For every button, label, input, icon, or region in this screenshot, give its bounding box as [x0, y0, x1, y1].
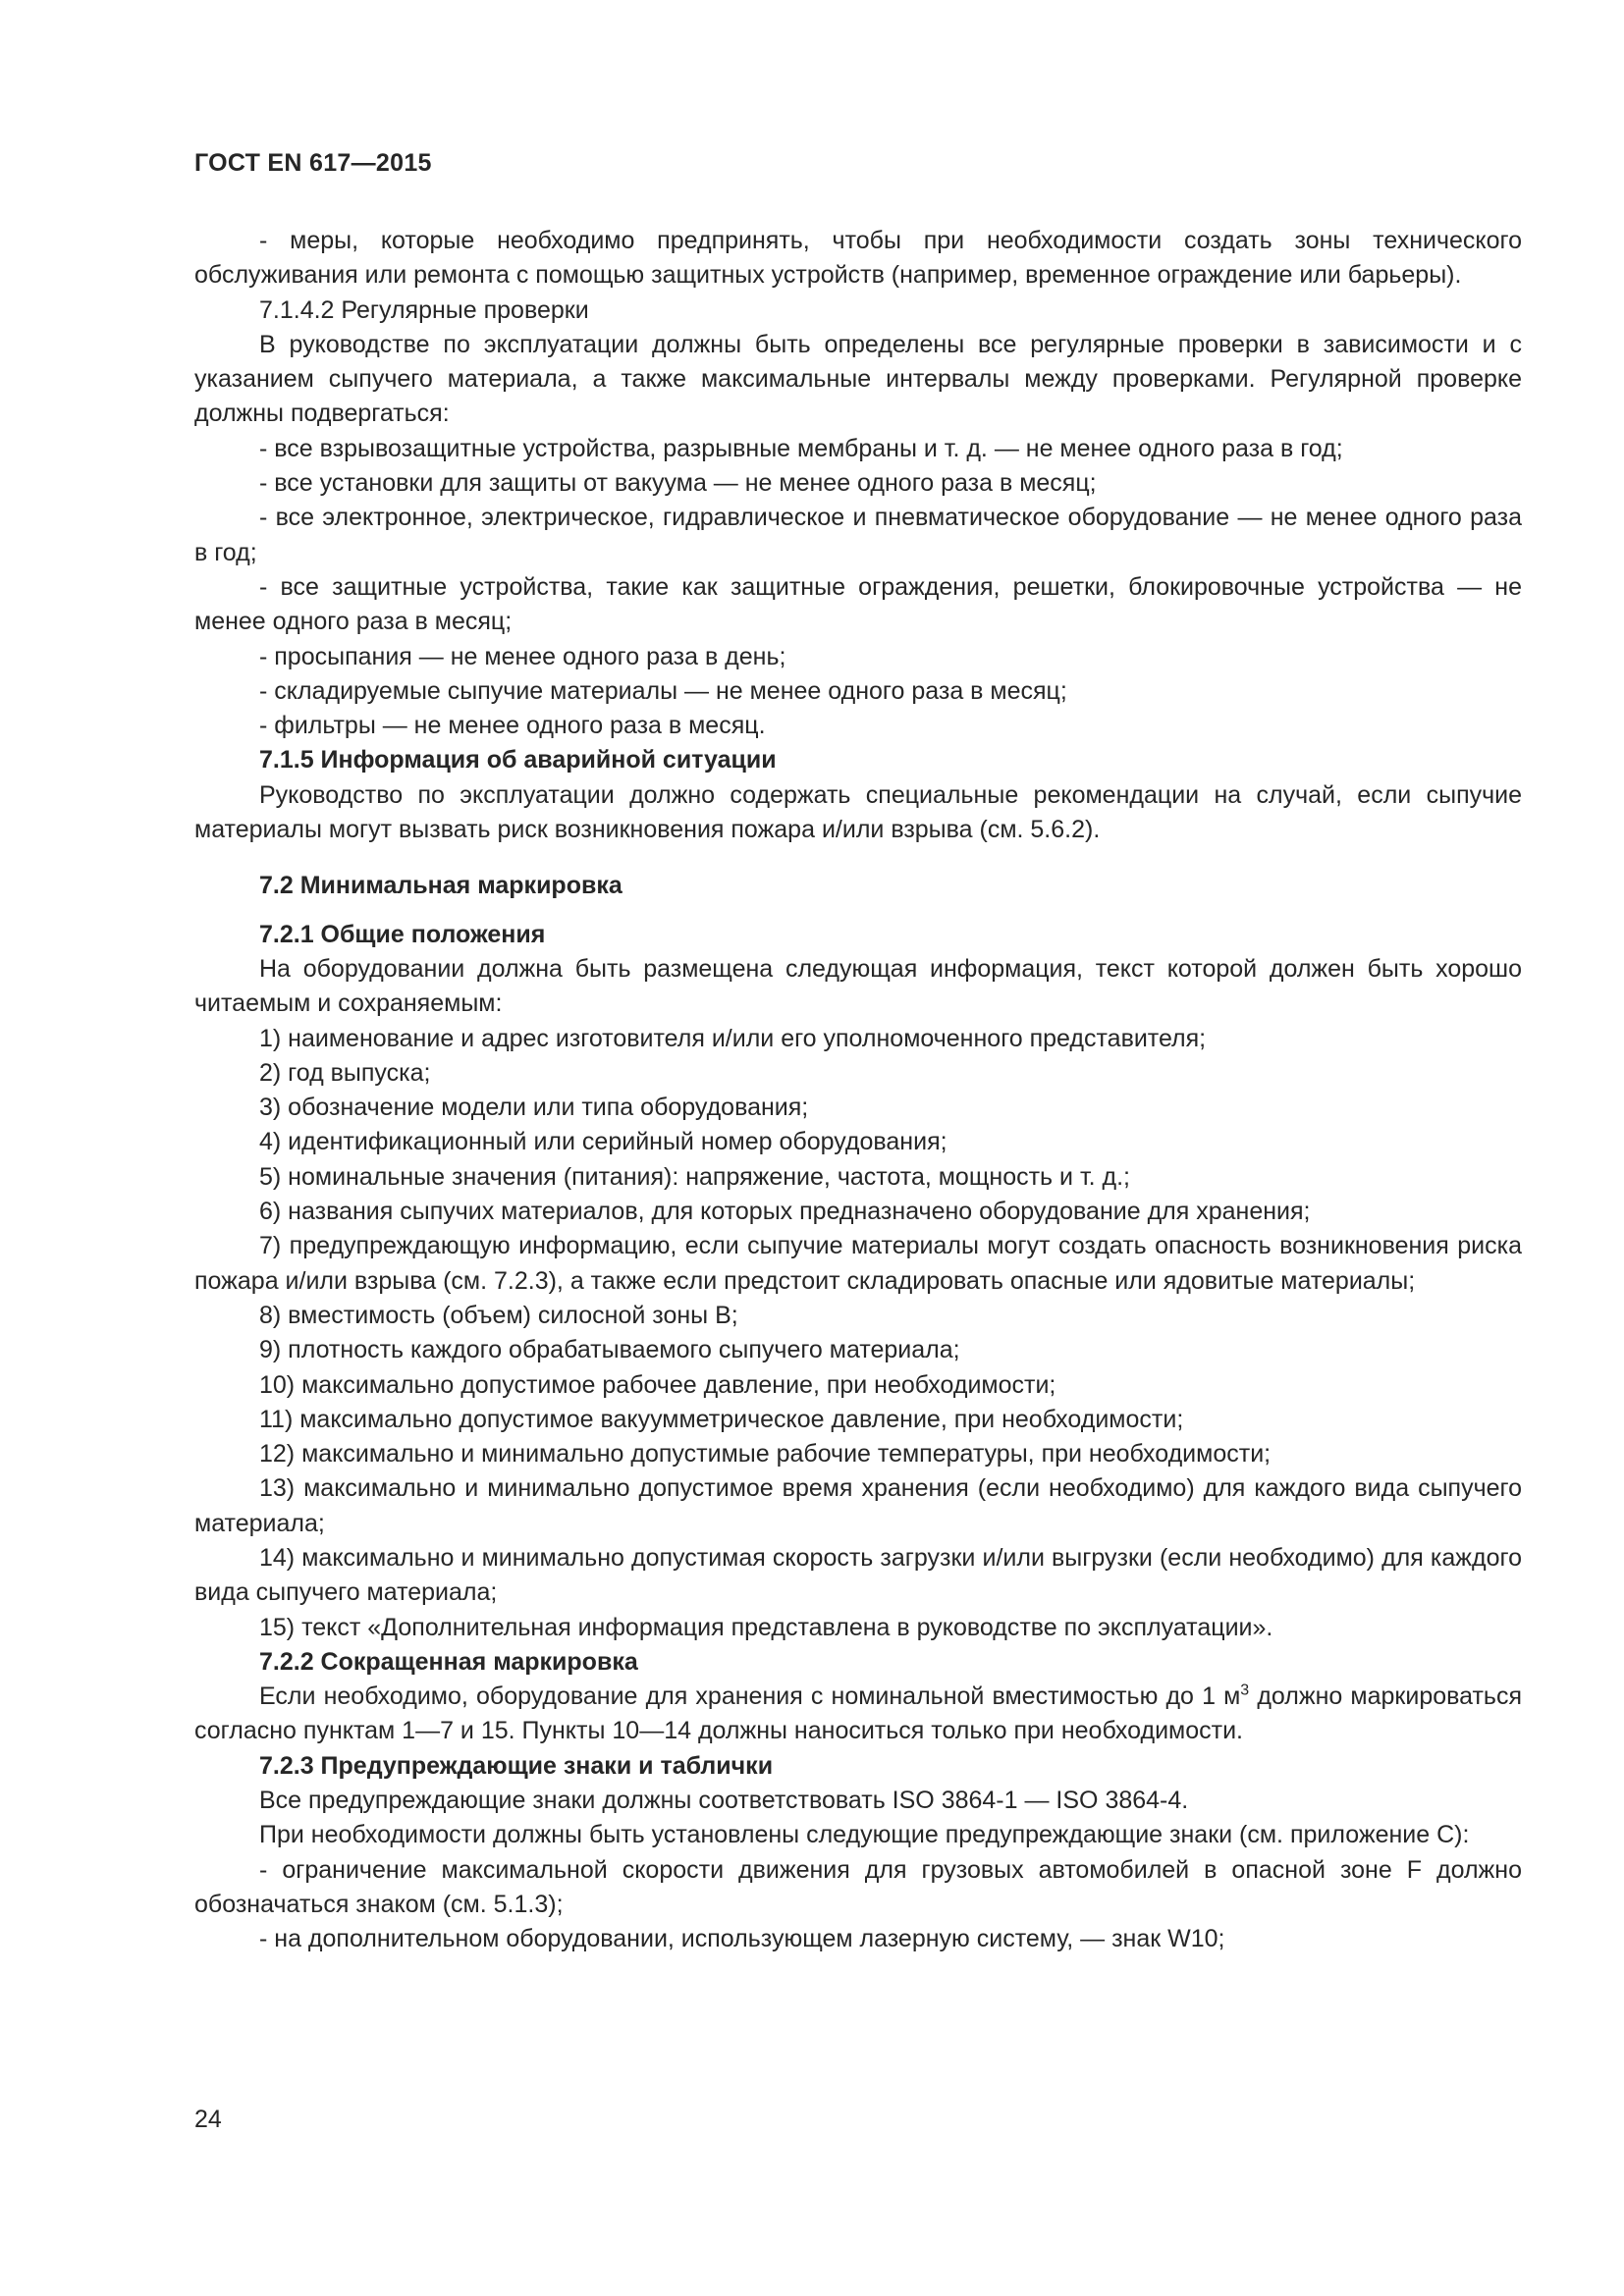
list-item: - все защитные устройства, такие как защитные ограждения, решетки, блокировочные устройства — не менее одного раза в месяц; — [194, 572, 1522, 636]
list-item: 11) максимально допустимое вакуумметрическое давление, при необходимости; — [259, 1405, 1184, 1433]
list-item: - просыпания — не менее одного раза в день; — [259, 642, 786, 670]
paragraph-reduced-marking — [194, 1680, 1522, 1749]
list-item: - все установки для защиты от вакуума — не менее одного раза в месяц; — [259, 469, 1097, 498]
paragraph: В руководстве по эксплуатации должны быть определены все регулярные проверки в зависимости и с указанием сыпучего материала, а также максимальные интервалы между проверками. Регулярной проверке должны подвергаться: — [194, 330, 1522, 428]
paragraph: На оборудовании должна быть размещена следующая информация, текст которой должен быть хорошо читаемым и сохраняемым: — [194, 954, 1522, 1018]
list-item: 7) предупреждающую информацию, если сыпучие материалы могут создать опасность возникновения риска пожара и/или взрыва (см. 7.2.3), а также если предстоит складировать опасные или ядовитые материалы; — [194, 1232, 1522, 1295]
list-item: - все электронное, электрическое, гидравлическое и пневматическое оборудование — не менее одного раза в год; — [194, 504, 1522, 566]
list-item: - фильтры — не менее одного раза в месяц. — [259, 712, 766, 740]
section-heading-7-2-2: 7.2.2 Сокращенная маркировка — [259, 1647, 638, 1676]
section-heading-7-1-5: 7.1.5 Информация об аварийной ситуации — [259, 746, 777, 774]
section-heading-7-2: 7.2 Минимальная маркировка — [259, 872, 623, 900]
list-item: 8) вместимость (объем) силосной зоны В; — [259, 1301, 738, 1329]
list-item: - ограничение максимальной скорости движения для грузовых автомобилей в опасной зоне F должно обозначаться знаком (см. 5.1.3); — [194, 1855, 1522, 1918]
list-item: 10) максимально допустимое рабочее давление, при необходимости; — [259, 1370, 1056, 1399]
list-item: 12) максимально и минимально допустимые рабочие температуры, при необходимости; — [259, 1440, 1272, 1468]
list-item: - складируемые сыпучие материалы — не менее одного раза в месяц; — [259, 676, 1067, 705]
list-item: 9) плотность каждого обрабатываемого сыпучего материала; — [259, 1336, 960, 1364]
list-item: 15) текст «Дополнительная информация представлена в руководстве по эксплуатации». — [259, 1613, 1273, 1641]
page-number: 24 — [194, 2106, 222, 2133]
paragraph: Руководство по эксплуатации должно содержать специальные рекомендации на случай, если сыпучие материалы могут вызвать риск возникновения пожара и/или взрыва (см. 5.6.2). — [194, 780, 1522, 844]
list-item: - все взрывозащитные устройства, разрывные мембраны и т. д. — не менее одного раза в год; — [259, 434, 1343, 462]
list-item: 2) год выпуска; — [259, 1058, 431, 1087]
list-item: - на дополнительном оборудовании, использующем лазерную систему, — знак W10; — [259, 1925, 1225, 1953]
paragraph: При необходимости должны быть установлены следующие предупреждающие знаки (см. приложение С): — [259, 1821, 1470, 1849]
paragraph: - меры, которые необходимо предпринять, чтобы при необходимости создать зоны технического обслуживания или ремонта с помощью защитных устройств (например, временное ограждение или барьеры). — [194, 227, 1522, 290]
document-code-header: ГОСТ EN 617—2015 — [194, 149, 432, 177]
section-heading-7-2-3: 7.2.3 Предупреждающие знаки и таблички — [259, 1751, 774, 1780]
text-run: Если необходимо, оборудование для хранения с номинальной вместимостью до 1 м — [259, 1682, 1241, 1711]
document-body — [194, 224, 1522, 1957]
list-item: 13) максимально и минимально допустимое время хранения (если необходимо) для каждого вида сыпучего материала; — [194, 1474, 1522, 1537]
paragraph: 7.1.4.2 Регулярные проверки — [259, 295, 589, 324]
list-item: 6) названия сыпучих материалов, для которых предназначено оборудование для хранения; — [259, 1198, 1311, 1226]
superscript: 3 — [1240, 1682, 1250, 1699]
list-item: 1) наименование и адрес изготовителя и/или его уполномоченного представителя; — [259, 1024, 1207, 1052]
section-heading-7-2-1: 7.2.1 Общие положения — [259, 920, 546, 948]
list-item: 3) обозначение модели или типа оборудования; — [259, 1094, 809, 1122]
list-item: 14) максимально и минимально допустимая скорость загрузки и/или выгрузки (если необходимо) для каждого вида сыпучего материала; — [194, 1543, 1522, 1607]
list-item: 4) идентификационный или серийный номер оборудования; — [259, 1128, 947, 1156]
text-run: должно маркироваться согласно пунктам 1—7 и 15. Пункты 10—14 должны наноситься только при необходимости. — [194, 1682, 1522, 1745]
paragraph: Все предупреждающие знаки должны соответствовать ISO 3864-1 — ISO 3864-4. — [259, 1787, 1189, 1815]
list-item: 5) номинальные значения (питания): напряжение, частота, мощность и т. д.; — [259, 1162, 1130, 1191]
